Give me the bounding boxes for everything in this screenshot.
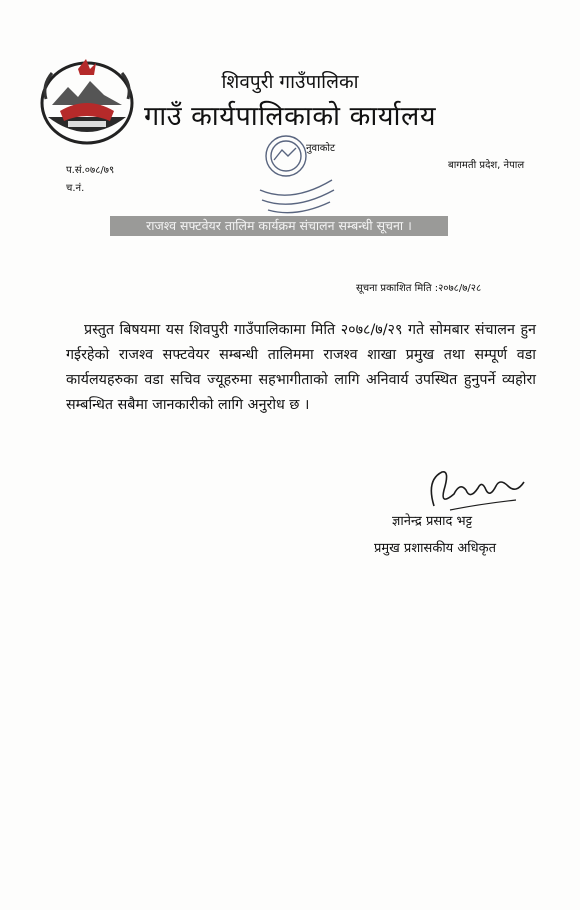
signatory-name: ज्ञानेन्द्र प्रसाद भट्ट — [392, 514, 473, 529]
publish-date: सूचना प्रकाशित मिति :२०७८/७/२८ — [356, 283, 482, 294]
dispatch-number: च.नं. — [66, 183, 85, 194]
office-name: गाउँ कार्यपालिकाको कार्यालय — [144, 101, 436, 132]
reference-number: प.सं.०७८/७९ — [66, 165, 115, 176]
body-paragraph: प्रस्तुत बिषयमा यस शिवपुरी गाउँपालिकामा मिति २०७८/७/२९ गते सोमबार संचालन हुन गईरहेको राजश्व सफ्टवेयर सम्बन्धी तालिममा राजश्व शाखा प्रमुख तथा सम्पूर्ण वडा कार्यलयहरुका वडा सचिव ज्यूहरुमा सहभागीताको लागि अनिवार्य उपस्थित हुनुपर्ने व्यहोरा सम्बन्धित सबैमा जानकारीको लागि अनुरोध छ । — [66, 322, 536, 413]
subject-band: राजश्व सफ्टवेयर तालिम कार्यक्रम संचालन सम्बन्धी सूचना । — [110, 216, 448, 236]
signatory-designation: प्रमुख प्रशासकीय अधिकृत — [374, 541, 497, 556]
municipality-name: शिवपुरी गाउँपालिका — [221, 71, 359, 93]
province-address: बागमती प्रदेश, नेपाल — [448, 160, 525, 171]
seal-place-name: नुवाकोट — [306, 143, 336, 154]
notice-body — [66, 318, 536, 418]
